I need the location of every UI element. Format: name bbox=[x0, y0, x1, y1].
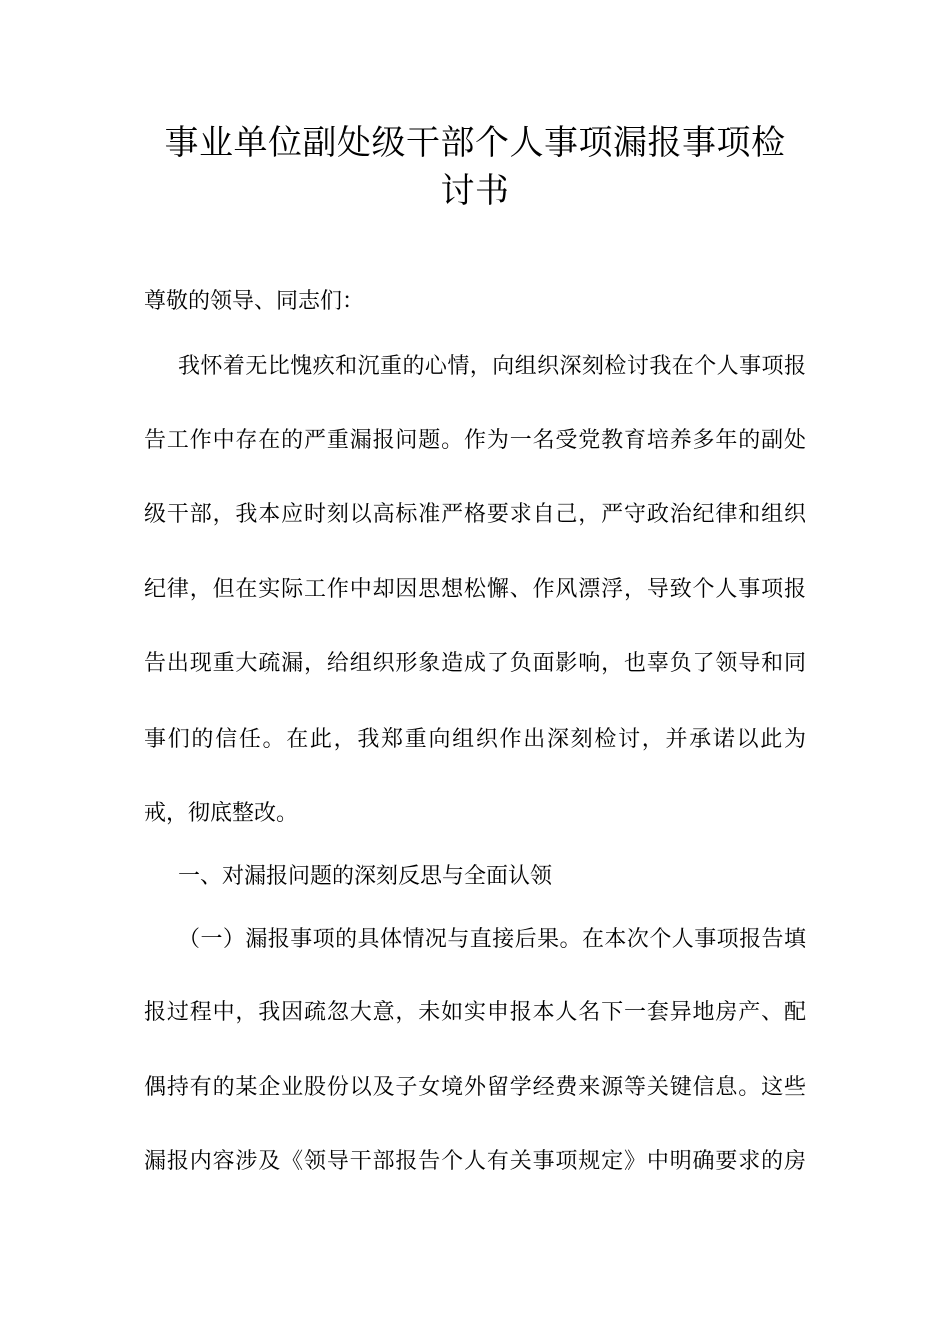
paragraph-1-line-1: 我怀着无比愧疚和沉重的心情，向组织深刻检讨我在个人事项报 bbox=[178, 354, 806, 379]
document-title-line-2: 讨书 bbox=[440, 171, 510, 211]
document-title-line-1: 事业单位副处级干部个人事项漏报事项检 bbox=[164, 123, 786, 163]
paragraph-1-line-3: 级干部，我本应时刻以高标准严格要求自己，严守政治纪律和组织 bbox=[144, 502, 806, 527]
paragraph-1-line-7: 戒，彻底整改。 bbox=[144, 801, 299, 826]
paragraph-1-line-6: 事们的信任。在此，我郑重向组织作出深刻检讨，并承诺以此为 bbox=[144, 727, 806, 752]
salutation: 尊敬的领导、同志们： bbox=[144, 289, 365, 314]
paragraph-1-line-5: 告出现重大疏漏，给组织形象造成了负面影响，也辜负了领导和同 bbox=[144, 651, 806, 676]
paragraph-3-line-1: （一）漏报事项的具体情况与直接后果。在本次个人事项报告填 bbox=[178, 927, 806, 952]
paragraph-3-line-3: 偶持有的某企业股份以及子女境外留学经费来源等关键信息。这些 bbox=[144, 1075, 806, 1100]
paragraph-1-line-2: 告工作中存在的严重漏报问题。作为一名受党教育培养多年的副处 bbox=[144, 428, 806, 453]
paragraph-1-line-4: 纪律，但在实际工作中却因思想松懈、作风漂浮，导致个人事项报 bbox=[144, 577, 806, 602]
paragraph-3-line-2: 报过程中，我因疏忽大意，未如实申报本人名下一套异地房产、配 bbox=[144, 1000, 806, 1025]
paragraph-3-line-4: 漏报内容涉及《领导干部报告个人有关事项规定》中明确要求的房 bbox=[144, 1149, 806, 1174]
section-heading-1: 一、对漏报问题的深刻反思与全面认领 bbox=[178, 864, 553, 889]
